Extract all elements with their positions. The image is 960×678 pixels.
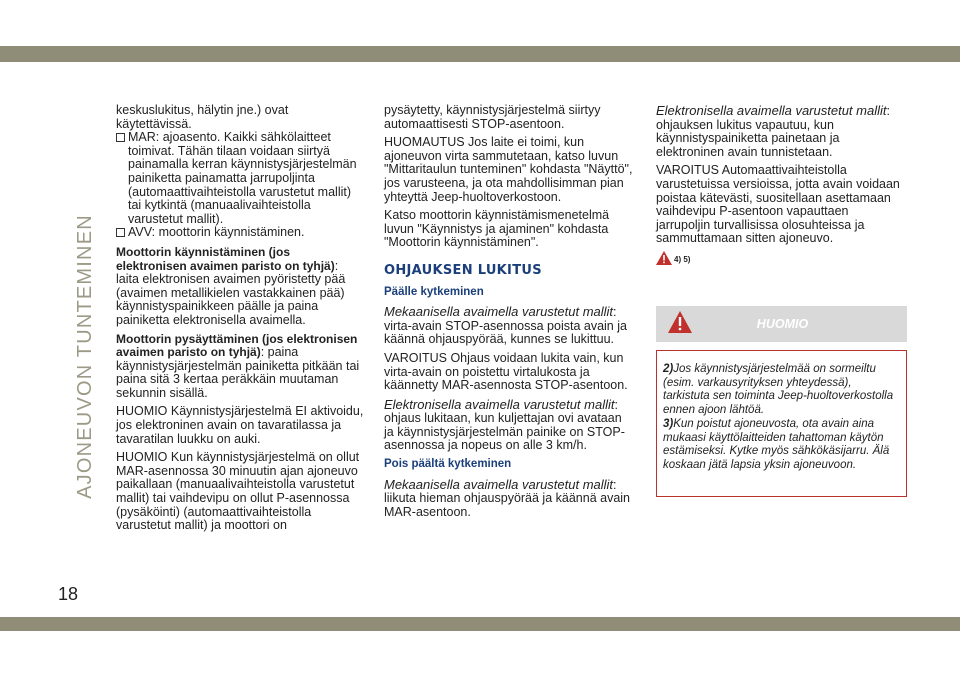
warning-refs: 4) 5) [674,254,691,264]
side-chapter-title [68,104,102,609]
col1-paragraph-4: HUOMIO Käynnistysjärjestelmä EI aktivoidu, jos elektroninen avain on tavaratilassa ja tavaratilan luukku on auki. [116,404,364,446]
engine-stop-text: : paina käynnistysjärjestelmän painiketta pitkään tai paina sitä 3 kertaa peräkkäin muutaman sekunnin sisällä. [116,345,360,400]
col2-paragraph-7: Mekaanisella avaimella varustetut mallit: liikuta hieman ohjauspyörää ja käännä avain MAR-asentoon. [384,476,630,519]
huomio-header [656,306,907,342]
checkbox-bullet-icon [116,133,125,142]
col3-paragraph-1: Elektronisella avaimella varustetut mallit: ohjauksen lukitus vapautuu, kun käynnistyspainiketta painetaan ja elektroninen avain tunnistetaan. [656,103,890,159]
electronic-key-label: Elektronisella avaimella varustetut mallit [384,396,615,412]
checkbox-bullet-icon [116,228,125,237]
bullet-avv-text: AVV: moottorin käynnistäminen. [128,225,305,240]
huomio-note-3 [663,418,900,473]
mechanical-key-text: virta-avain STOP-asennossa poista avain ja käännä ohjauspyörää, kunnes se lukittuu. [384,318,627,347]
col2-paragraph-3: Katso moottorin käynnistämismenetelmä luvun "Käynnistys ja ajaminen" kohdasta "Moottorin käynnistäminen". [384,208,610,250]
note-text: Kun poistut ajoneuvosta, ota avain aina mukaasi käyttölaitteiden tahattoman käytön estämiseksi. Kytke myös sähkökäsijarru. Älä koskaan jätä lapsia yksin ajoneuvoon. [663,417,890,471]
col2-paragraph-6: Elektronisella avaimella varustetut mallit: ohjaus lukitaan, kun kuljettajan ovi avataan ja käynnistysjärjestelmän painike on STOP-asennossa ja nopeus on alle 3 km/h. [384,396,625,453]
col2-paragraph-1: pysäytetty, käynnistysjärjestelmä siirtyy automaattisesti STOP-asentoon. [384,103,601,131]
col2-paragraph-4: Mekaanisella avaimella varustetut mallit: virta-avain STOP-asennossa poista avain ja käännä ohjauspyörää, kunnes se lukittuu. [384,304,627,347]
mechanical-key-label: Mekaanisella avaimella varustetut mallit [384,304,614,320]
subheading-lock-on: Päälle kytkeminen [384,285,484,298]
warning-triangle-icon [656,251,672,265]
bottom-band [0,617,960,631]
col1-paragraph-3 [116,333,364,401]
note-number: 2) [663,363,674,375]
col2-paragraph-2: HUOMAUTUS Jos laite ei toimi, kun ajoneuvon virta sammutetaan, katso luvun "Mittaritaulun tunteminen" kohdasta "Näyttö", jos varusteena, ja ota mahdollisimman pian yhteyttä Jeep-huoltoverkostoon. [384,135,633,204]
warning-reference [656,251,906,267]
column-1 [116,104,364,538]
mechanical-key-text-2: liikuta hieman ohjauspyörää ja käännä avain MAR-asentoon. [384,491,630,519]
engine-stop-heading: Moottorin pysäyttäminen (jos elektronisen avaimen paristo on tyhjä) [116,331,358,360]
bullet-avv [116,226,364,240]
subheading-lock-off: Pois päältä kytkeminen [384,458,512,471]
electronic-key-text-3: ohjauksen lukitus vapautuu, kun käynnistyspainiketta painetaan ja elektroninen avain tunnistetaan. [656,117,840,159]
column-2 [384,104,634,524]
mechanical-key-label-2: Mekaanisella avaimella varustetut mallit [384,476,614,492]
engine-start-heading: Moottorin käynnistäminen (jos elektronisen avaimen paristo on tyhjä) [116,244,335,273]
side-chapter-title-text: AJONEUVON TUNTEMINEN [73,214,96,499]
bullet-mar [116,131,364,226]
engine-start-text: : laita elektronisen avaimen pyöristetty pää (avaimen metallikielen vastakkainen pää) käynnistyspainikkeen päälle ja paina painiketta elektronisella avaimella. [116,258,346,327]
page-number: 18 [58,584,79,604]
col2-paragraph-5: VAROITUS Ohjaus voidaan lukita vain, kun virta-avain on poistettu virtalukosta ja käännetty MAR-asennosta STOP-asentoon. [384,350,628,393]
warning-triangle-icon [668,311,692,338]
column-3 [656,104,906,267]
col1-paragraph-5: HUOMIO Kun käynnistysjärjestelmä on ollut MAR-asennossa 30 minuutin ajan ajoneuvo paikallaan (manuaalivaihteistolla varustetut mallit) tai vaihdevipu on ollut P-asennossa (pysäköinti) (automaattivaihteistolla varustetut mallit) ja moottori on [116,450,360,533]
section-title-steering-lock: OHJAUKSEN LUKITUS [384,262,542,278]
top-band [0,46,960,62]
huomio-note-2 [663,363,900,418]
huomio-title: HUOMIO [756,317,809,331]
note-number: 3) [663,417,674,430]
col1-paragraph-1: keskuslukitus, hälytin jne.) ovat käytettävissä. [116,103,289,131]
electronic-key-label-3: Elektronisella avaimella varustetut mallit [656,103,887,118]
huomio-box [656,350,907,497]
col1-paragraph-2 [116,246,364,328]
col3-paragraph-2: VAROITUS Automaattivaihteistolla varustetuissa versioissa, jotta avain voidaan poistaa kätevästi, suositellaan asettamaan vaihdevipu P-asentoon vapauttaen jarrupoljin turvallisissa olosuhteissa ja sammuttamaan sitten ajoneuvo. [656,163,900,246]
electronic-key-text: ohjaus lukitaan, kun kuljettajan ovi avataan ja käynnistysjärjestelmän painike on STOP-asennossa ja nopeus on alle 3 km/h. [384,411,625,453]
note-text: Jos käynnistysjärjestelmää on sormeiltu (esim. varkausyrityksen yhteydessä), tarkistuta sen toiminta Jeep-huoltoverkostolla ennen ajoon lähtöä. [663,363,894,417]
bullet-mar-text: MAR: ajoasento. Kaikki sähkölaitteet toimivat. Tähän tilaan voidaan siirtyä painamalla kerran käynnistysjärjestelmän painiketta painamatta jarrupoljinta (automaattivaihteistolla varustetut mallit) tai kytkintä (manuaalivaihteistolla varustetut mallit). [128,130,357,226]
